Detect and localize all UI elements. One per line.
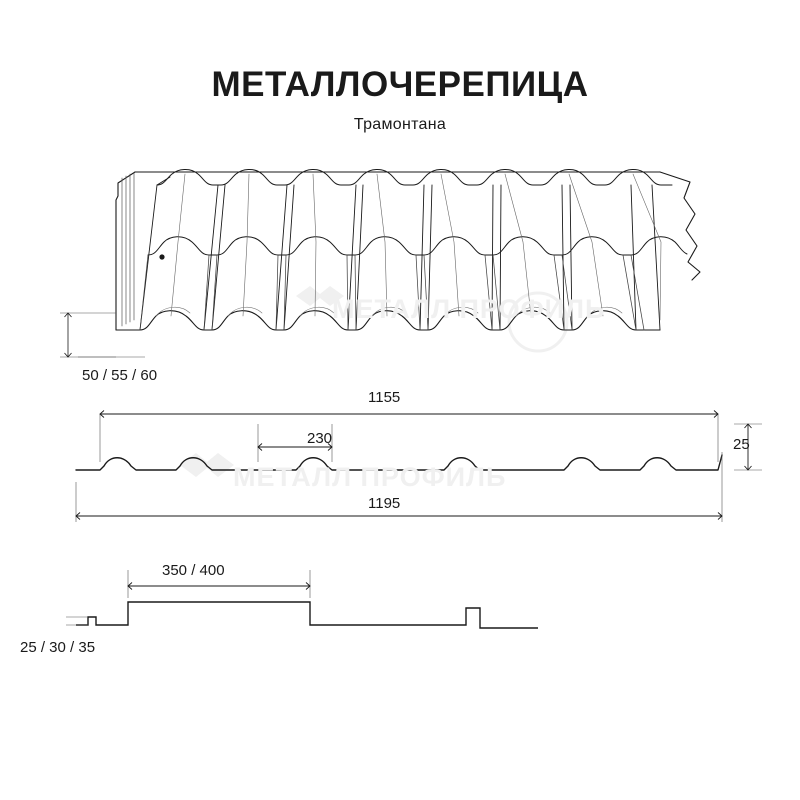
dimension-step-height	[60, 313, 145, 357]
watermark-text-1: МЕТАЛЛ ПРОФИЛЬ	[332, 294, 606, 324]
perspective-view	[116, 169, 700, 330]
dimension-label-total-width: 1195	[368, 495, 401, 512]
page-title: МЕТАЛЛОЧЕРЕПИЦА	[211, 65, 589, 104]
watermark-text-2: МЕТАЛЛ ПРОФИЛЬ	[233, 462, 507, 492]
step-profile-view	[76, 602, 538, 628]
dimension-label-tile-step: 350 / 400	[162, 562, 225, 579]
cross-section-view	[76, 455, 722, 470]
dimension-label-step-height: 50 / 55 / 60	[82, 367, 158, 384]
watermark-circle	[509, 293, 567, 351]
page-subtitle: Трамонтана	[353, 116, 447, 133]
dimension-label-wave-height: 25	[733, 436, 750, 453]
dimension-label-wave-pitch: 230	[307, 430, 333, 447]
dimension-label-profile-height: 25 / 30 / 35	[20, 639, 96, 656]
dimension-label-useful-width: 1155	[368, 389, 401, 406]
